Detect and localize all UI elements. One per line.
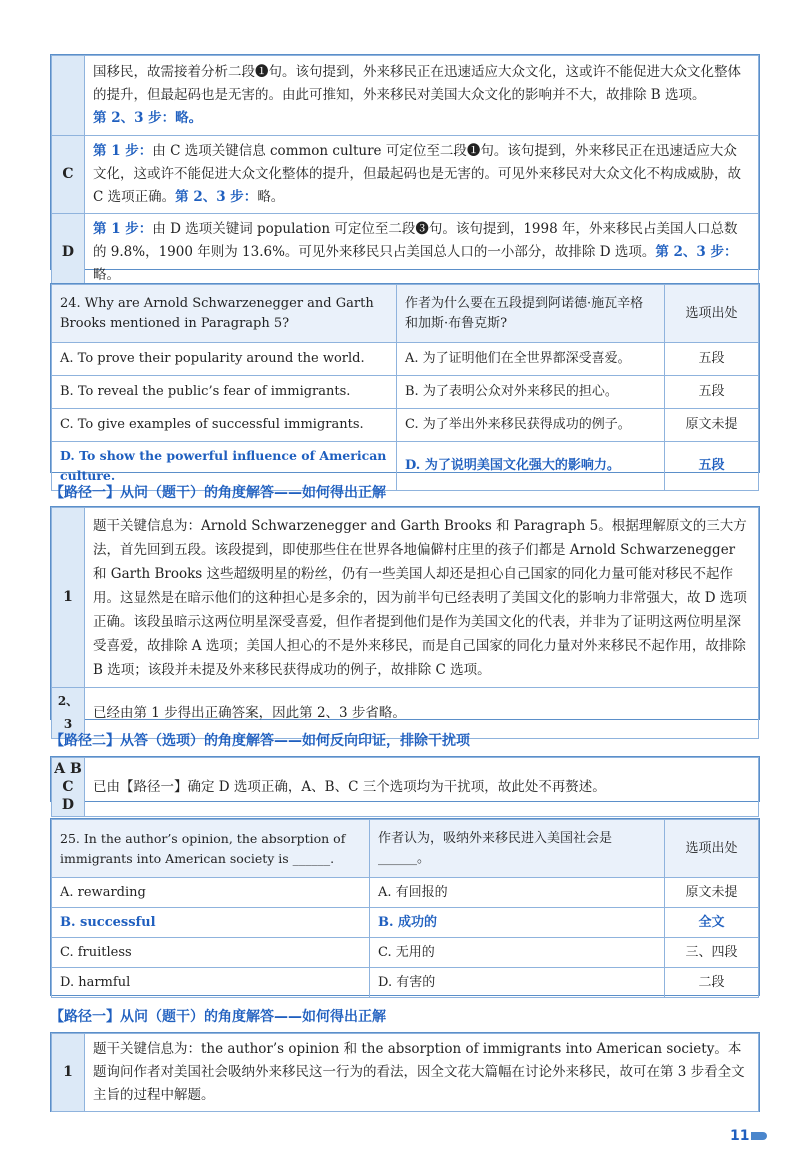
- option-en: C. fruitless: [52, 938, 370, 968]
- row-b-text: 国移民，故需接着分析二段❶句。该句提到，外来移民正在迅速适应大众文化，这或许不能促进大众文化整体的提升，但最起码也是无害的。由此可推知，外来移民对美国大众文化的影响并不大，故排除 B 选项。: [93, 64, 741, 103]
- option-cn: C. 无用的: [370, 938, 665, 968]
- path2-row: [52, 758, 759, 817]
- option-cn: D. 有害的: [370, 968, 665, 998]
- option-source: 二段: [665, 968, 759, 998]
- option-source: 五段: [665, 376, 759, 409]
- question-24-table: [50, 283, 760, 483]
- option-row: [52, 376, 759, 409]
- option-en: D. harmful: [52, 968, 370, 998]
- source-header: 选项出处: [665, 820, 759, 878]
- tail-text: 略。: [93, 267, 120, 283]
- page-number: [730, 1128, 767, 1144]
- step-label: 2、3: [52, 688, 85, 739]
- option-source: 五段: [665, 343, 759, 376]
- step-label: 第 1 步：: [93, 143, 153, 159]
- row-d: [52, 214, 759, 292]
- path1-heading: 【路径一】从问（题干）的角度解答——如何得出正解: [50, 1009, 386, 1025]
- step-label: 1: [52, 508, 85, 688]
- row-label: D: [52, 214, 85, 292]
- path1-table-q25: [50, 1032, 760, 1112]
- option-row: [52, 968, 759, 998]
- question-en: 24. Why are Arnold Schwarzenegger and Garth Brooks mentioned in Paragraph 5?: [52, 285, 397, 343]
- option-en: B. successful: [52, 908, 370, 938]
- step-text: 已经由第 1 步得出正确答案，因此第 2、3 步省略。: [85, 688, 759, 739]
- step-tail: 第 2、3 步：: [175, 189, 258, 205]
- tail-text: 略。: [257, 189, 285, 205]
- option-cn: D. 为了说明美国文化强大的影响力。: [397, 442, 665, 491]
- question-25-table: [50, 818, 760, 996]
- option-source: 原文未提: [665, 409, 759, 442]
- option-source: 三、四段: [665, 938, 759, 968]
- question-cn: 作者为什么要在五段提到阿诺德·施瓦辛格和加斯·布鲁克斯?: [397, 285, 665, 343]
- option-en: A. To prove their popularity around the world.: [52, 343, 397, 376]
- source-header: 选项出处: [665, 285, 759, 343]
- row-c-text: 由 C 选项关键信息 common culture 可定位至二段❶句。该句提到，外来移民正在迅速适应大众文化，这或许不能促进大众文化整体的提升，但最起码也是无害的。可见外来移民对大众文化不构成威胁，故 C 选项正确。: [93, 143, 741, 205]
- option-cn: A. 有回报的: [370, 878, 665, 908]
- row-c: [52, 136, 759, 214]
- option-row: [52, 343, 759, 376]
- row-d-text: 由 D 选项关键词 population 可定位至二段❸句。该句提到，1998 年，外来移民占美国人口总数的 9.8%，1900 年则为 13.6%。可见外来移民只占美国总人口的一小部分，故排除 D 选项。: [93, 221, 738, 260]
- page-number-text: 11: [730, 1128, 750, 1144]
- path2-heading: 【路径二】从答（选项）的角度解答——如何反向印证，排除干扰项: [50, 733, 470, 749]
- option-cn: C. 为了举出外来移民获得成功的例子。: [397, 409, 665, 442]
- step-tail: 第 2、3 步：: [655, 244, 738, 260]
- row-b-continued: [52, 56, 759, 136]
- option-en: A. rewarding: [52, 878, 370, 908]
- option-en: D. To show the powerful influence of American culture.: [52, 442, 397, 491]
- options-label: C D: [61, 779, 75, 813]
- row-label: C: [52, 136, 85, 214]
- step-row-1: [52, 1034, 759, 1112]
- question-row: [52, 820, 759, 878]
- option-en: B. To reveal the public’s fear of immigrants.: [52, 376, 397, 409]
- option-source: 原文未提: [665, 878, 759, 908]
- option-row: [52, 409, 759, 442]
- option-cn: B. 为了表明公众对外来移民的担心。: [397, 376, 665, 409]
- step-text: 题干关键信息为：the author’s opinion 和 the absorption of immigrants into American society。本题询问作者对美国社会吸纳外来移民这一行为的看法，因全文花大篇幅在讨论外来移民，故可在第 3 步看全文主旨的过程中解题。: [85, 1034, 759, 1112]
- option-cn: A. 为了证明他们在全世界都深受喜爱。: [397, 343, 665, 376]
- step-text: 题干关键信息为：Arnold Schwarzenegger and Garth Brooks 和 Paragraph 5。根据理解原文的三大方法，首先回到五段。该段提到，即使那些住在世界各地偏僻村庄里的孩子们都是 Arnold Schwarzenegger 和 Garth Brooks 这些超级明星的粉丝，仍有一些美国人却还是担心自己国家的同化力量可能对移民不起作用。这显然是在暗示他们的这种担心是多余的，因为前半句已经表明了美国文化的影响力非常强大，故 D 选项正确。该段虽暗示这两位明星深受喜爱，但作者提到他们是作为美国文化的代表，并非为了证明这两位明星深受喜爱，故排除 A 选项；美国人担心的不是外来移民，而是自己国家的同化力量对外来移民不起作用，故排除 B 选项；该段并未提及外来移民获得成功的例子，故排除 C 选项。: [85, 508, 759, 688]
- step-row-1: [52, 508, 759, 688]
- analysis-table-q23: [50, 54, 760, 283]
- option-source: 五段: [665, 442, 759, 491]
- path1-heading: 【路径一】从问（题干）的角度解答——如何得出正解: [50, 485, 386, 501]
- option-row: [52, 878, 759, 908]
- question-en: 25. In the author’s opinion, the absorption of immigrants into American society is ______.: [52, 820, 370, 878]
- path2-table-q24: [50, 756, 760, 813]
- option-row-correct: [52, 908, 759, 938]
- option-en: C. To give examples of successful immigrants.: [52, 409, 397, 442]
- options-label: A B: [54, 761, 82, 777]
- question-row: [52, 285, 759, 343]
- step-label: 1: [52, 1034, 85, 1112]
- path2-text: 已由【路径一】确定 D 选项正确，A、B、C 三个选项均为干扰项，故此处不再赘述。: [85, 758, 759, 817]
- option-source: 全文: [665, 908, 759, 938]
- page-arrow-icon: [751, 1132, 767, 1140]
- path1-table-q24: [50, 506, 760, 731]
- step-tail: 第 2、3 步：略。: [93, 110, 203, 126]
- option-cn: B. 成功的: [370, 908, 665, 938]
- option-row: [52, 938, 759, 968]
- step-label: 第 1 步：: [93, 221, 153, 237]
- question-cn: 作者认为，吸纳外来移民进入美国社会是______。: [370, 820, 665, 878]
